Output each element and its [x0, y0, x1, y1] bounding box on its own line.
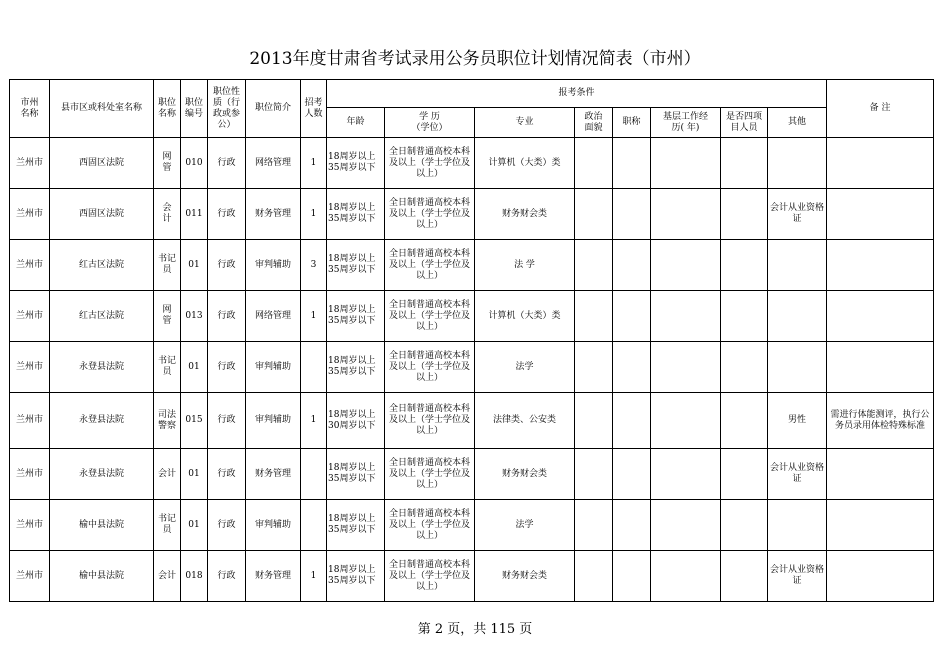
header-conditions: 报考条件	[327, 80, 827, 108]
cell-count: 1	[301, 291, 327, 342]
cell-edu: 全日制普通高校本科及以上（学士学位及以上）	[385, 449, 475, 500]
cell-four	[721, 291, 768, 342]
cell-age: 18周岁以上 35周岁以下	[327, 138, 385, 189]
header-intro: 职位简介	[246, 80, 301, 138]
cell-nature: 行政	[208, 449, 246, 500]
cell-intro: 审判辅助	[246, 342, 301, 393]
table-row	[10, 138, 934, 189]
cell-count: 3	[301, 240, 327, 291]
header-other: 其他	[768, 108, 827, 138]
cell-code: 01	[181, 449, 208, 500]
cell-position: 会计	[154, 449, 181, 500]
header-city: 市州 名称	[10, 80, 50, 138]
cell-city: 兰州市	[10, 138, 50, 189]
cell-major: 财务财会类	[475, 449, 575, 500]
cell-remark	[827, 449, 934, 500]
cell-count: 1	[301, 138, 327, 189]
cell-age: 18周岁以上 35周岁以下	[327, 500, 385, 551]
cell-politics	[575, 449, 613, 500]
cell-age: 18周岁以上 35周岁以下	[327, 291, 385, 342]
cell-count	[301, 500, 327, 551]
cell-edu: 全日制普通高校本科及以上（学士学位及以上）	[385, 551, 475, 602]
cell-intro: 财务管理	[246, 449, 301, 500]
cell-edu: 全日制普通高校本科及以上（学士学位及以上）	[385, 240, 475, 291]
cell-nature: 行政	[208, 291, 246, 342]
header-remarks: 备 注	[827, 80, 934, 138]
cell-remark	[827, 138, 934, 189]
cell-intro: 网络管理	[246, 138, 301, 189]
cell-politics	[575, 500, 613, 551]
cell-politics	[575, 342, 613, 393]
cell-title-rank	[613, 189, 651, 240]
cell-unit: 榆中县法院	[50, 500, 154, 551]
cell-remark: 需进行体能测评，执行公务员录用体检特殊标准	[827, 393, 934, 449]
cell-grassroots	[651, 342, 721, 393]
cell-remark	[827, 189, 934, 240]
cell-edu: 全日制普通高校本科及以上（学士学位及以上）	[385, 500, 475, 551]
cell-age: 18周岁以上 35周岁以下	[327, 342, 385, 393]
cell-four	[721, 138, 768, 189]
cell-grassroots	[651, 449, 721, 500]
cell-major: 计算机（大类）类	[475, 291, 575, 342]
cell-grassroots	[651, 551, 721, 602]
header-unit: 县市区或科处室名称	[50, 80, 154, 138]
cell-grassroots	[651, 189, 721, 240]
cell-politics	[575, 393, 613, 449]
table-row	[10, 551, 934, 602]
cell-four	[721, 342, 768, 393]
cell-other	[768, 240, 827, 291]
cell-position: 会计	[154, 551, 181, 602]
cell-unit: 西固区法院	[50, 138, 154, 189]
table-row	[10, 449, 934, 500]
cell-nature: 行政	[208, 189, 246, 240]
cell-title-rank	[613, 449, 651, 500]
cell-grassroots	[651, 240, 721, 291]
cell-other: 会计从业资格证	[768, 551, 827, 602]
cell-remark	[827, 551, 934, 602]
cell-politics	[575, 291, 613, 342]
header-age: 年龄	[327, 108, 385, 138]
cell-title-rank	[613, 342, 651, 393]
cell-grassroots	[651, 500, 721, 551]
cell-politics	[575, 189, 613, 240]
cell-four	[721, 500, 768, 551]
position-plan-table	[9, 79, 934, 602]
cell-unit: 红古区法院	[50, 240, 154, 291]
cell-nature: 行政	[208, 342, 246, 393]
cell-age: 18周岁以上 30周岁以下	[327, 393, 385, 449]
cell-nature: 行政	[208, 551, 246, 602]
cell-politics	[575, 551, 613, 602]
cell-four	[721, 240, 768, 291]
cell-count: 1	[301, 551, 327, 602]
cell-other: 男性	[768, 393, 827, 449]
cell-unit: 永登县法院	[50, 342, 154, 393]
cell-code: 013	[181, 291, 208, 342]
cell-code: 011	[181, 189, 208, 240]
cell-city: 兰州市	[10, 189, 50, 240]
cell-age: 18周岁以上 35周岁以下	[327, 240, 385, 291]
cell-count	[301, 449, 327, 500]
cell-grassroots	[651, 138, 721, 189]
cell-title-rank	[613, 138, 651, 189]
cell-major: 法学	[475, 500, 575, 551]
cell-four	[721, 551, 768, 602]
cell-intro: 审判辅助	[246, 500, 301, 551]
cell-grassroots	[651, 393, 721, 449]
cell-city: 兰州市	[10, 291, 50, 342]
header-major: 专业	[475, 108, 575, 138]
cell-four	[721, 393, 768, 449]
header-four: 是否四项 目人员	[721, 108, 768, 138]
header-politics: 政治 面貌	[575, 108, 613, 138]
cell-edu: 全日制普通高校本科及以上（学士学位及以上）	[385, 393, 475, 449]
cell-remark	[827, 240, 934, 291]
cell-position: 书记 员	[154, 240, 181, 291]
table-row	[10, 291, 934, 342]
cell-city: 兰州市	[10, 449, 50, 500]
cell-intro: 网络管理	[246, 291, 301, 342]
table-row	[10, 342, 934, 393]
cell-code: 01	[181, 240, 208, 291]
cell-edu: 全日制普通高校本科及以上（学士学位及以上）	[385, 342, 475, 393]
cell-nature: 行政	[208, 500, 246, 551]
header-title-rank: 职称	[613, 108, 651, 138]
cell-politics	[575, 240, 613, 291]
header-count: 招考 人数	[301, 80, 327, 138]
cell-code: 015	[181, 393, 208, 449]
cell-nature: 行政	[208, 393, 246, 449]
cell-city: 兰州市	[10, 342, 50, 393]
cell-city: 兰州市	[10, 551, 50, 602]
table-row	[10, 393, 934, 449]
header-nature: 职位性 质（行 政或参 公）	[208, 80, 246, 138]
cell-four	[721, 449, 768, 500]
cell-nature: 行政	[208, 240, 246, 291]
cell-major: 法 学	[475, 240, 575, 291]
page-footer: 第 2 页，共 115 页	[417, 622, 533, 637]
table-row	[10, 500, 934, 551]
cell-major: 法律类、公安类	[475, 393, 575, 449]
header-code: 职位 编号	[181, 80, 208, 138]
cell-other	[768, 500, 827, 551]
cell-city: 兰州市	[10, 393, 50, 449]
cell-title-rank	[613, 240, 651, 291]
cell-title-rank	[613, 291, 651, 342]
cell-grassroots	[651, 291, 721, 342]
cell-age: 18周岁以上 35周岁以下	[327, 449, 385, 500]
cell-intro: 审判辅助	[246, 240, 301, 291]
cell-unit: 红古区法院	[50, 291, 154, 342]
cell-position: 会 计	[154, 189, 181, 240]
cell-nature: 行政	[208, 138, 246, 189]
cell-edu: 全日制普通高校本科及以上（学士学位及以上）	[385, 189, 475, 240]
cell-age: 18周岁以上 35周岁以下	[327, 189, 385, 240]
cell-remark	[827, 500, 934, 551]
cell-unit: 榆中县法院	[50, 551, 154, 602]
cell-other	[768, 291, 827, 342]
cell-edu: 全日制普通高校本科及以上（学士学位及以上）	[385, 291, 475, 342]
cell-position: 书记 员	[154, 500, 181, 551]
page-title: 2013年度甘肃省考试录用公务员职位计划情况简表（市州）	[249, 49, 701, 69]
cell-code: 01	[181, 342, 208, 393]
cell-position: 网 管	[154, 138, 181, 189]
cell-position: 司法 警察	[154, 393, 181, 449]
cell-edu: 全日制普通高校本科及以上（学士学位及以上）	[385, 138, 475, 189]
header-position: 职位 名称	[154, 80, 181, 138]
cell-title-rank	[613, 393, 651, 449]
table-row	[10, 189, 934, 240]
cell-count: 1	[301, 393, 327, 449]
cell-unit: 永登县法院	[50, 393, 154, 449]
cell-intro: 审判辅助	[246, 393, 301, 449]
cell-code: 010	[181, 138, 208, 189]
cell-intro: 财务管理	[246, 189, 301, 240]
table-row	[10, 240, 934, 291]
cell-unit: 西固区法院	[50, 189, 154, 240]
cell-count	[301, 342, 327, 393]
cell-count: 1	[301, 189, 327, 240]
cell-other: 会计从业资格证	[768, 189, 827, 240]
cell-position: 书记 员	[154, 342, 181, 393]
table-body	[10, 138, 934, 602]
cell-major: 法学	[475, 342, 575, 393]
cell-other: 会计从业资格证	[768, 449, 827, 500]
cell-code: 018	[181, 551, 208, 602]
cell-title-rank	[613, 500, 651, 551]
cell-intro: 财务管理	[246, 551, 301, 602]
cell-position: 网 管	[154, 291, 181, 342]
cell-major: 财务财会类	[475, 189, 575, 240]
cell-age: 18周岁以上 35周岁以下	[327, 551, 385, 602]
cell-city: 兰州市	[10, 240, 50, 291]
cell-four	[721, 189, 768, 240]
cell-title-rank	[613, 551, 651, 602]
cell-other	[768, 342, 827, 393]
cell-politics	[575, 138, 613, 189]
cell-major: 计算机（大类）类	[475, 138, 575, 189]
cell-other	[768, 138, 827, 189]
cell-city: 兰州市	[10, 500, 50, 551]
cell-code: 01	[181, 500, 208, 551]
cell-remark	[827, 342, 934, 393]
cell-unit: 永登县法院	[50, 449, 154, 500]
header-grassroots: 基层工作经 历( 年)	[651, 108, 721, 138]
cell-remark	[827, 291, 934, 342]
header-edu: 学 历 （学位）	[385, 108, 475, 138]
cell-major: 财务财会类	[475, 551, 575, 602]
